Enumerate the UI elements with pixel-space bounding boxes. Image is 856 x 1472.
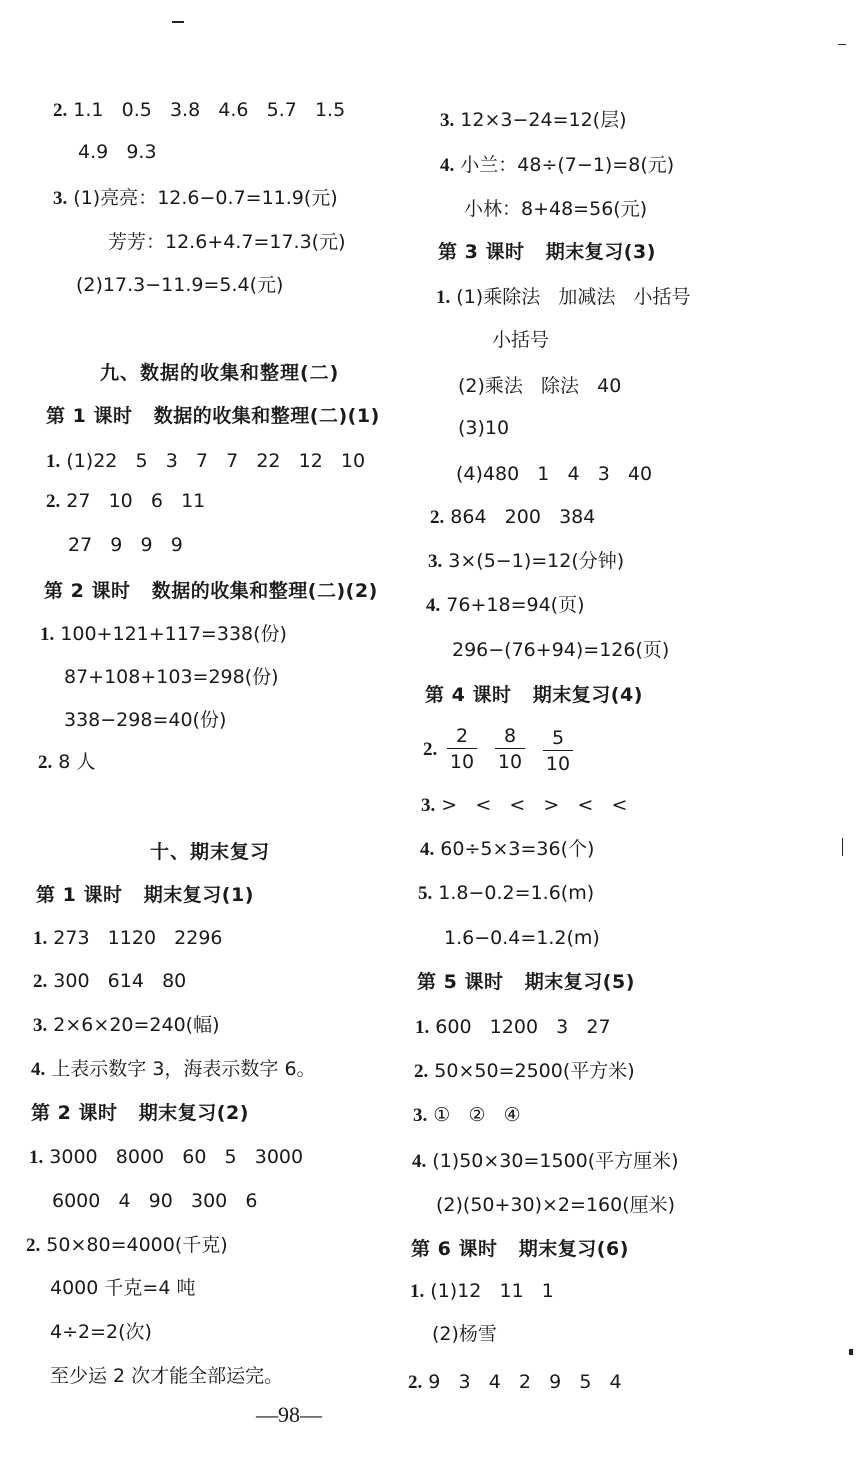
answer-line: 87+108+103=298(份) [64,666,279,688]
answer-line: 2. 1.1 0.5 3.8 4.6 5.7 1.5 [53,99,346,121]
answer-line: 至少运 2 次才能全部运完。 [50,1365,284,1387]
answer-line: 2. 864 200 384 [430,506,596,528]
answer-line: 3. > < < > < < [421,794,628,816]
answer-line: 3. (1)亮亮：12.6−0.7=11.9(元) [53,187,338,209]
answer-line: 小括号 [492,329,550,351]
answer-line: 5. 1.8−0.2=1.6(m) [418,882,595,904]
answer-line: 1.6−0.4=1.2(m) [444,927,600,949]
answer-line: 4000 千克=4 吨 [50,1277,196,1299]
lesson-heading: 第 3 课时 期末复习(3) [438,241,656,263]
answer-line: 296−(76+94)=126(页) [452,639,670,661]
answer-line: 2. 300 614 80 [33,970,187,992]
answer-line: (3)10 [458,417,510,439]
lesson-heading: 第 5 课时 期末复习(5) [417,971,635,993]
lesson-heading: 第 1 课时 期末复习(1) [36,884,254,906]
answer-line: 4. 76+18=94(页) [426,594,585,616]
answer-line: (2)(50+30)×2=160(厘米) [436,1194,676,1216]
fraction: $\frac{2}{10}$ [447,724,477,773]
answer-line: 1. (1)乘除法 加减法 小括号 [436,286,691,308]
scan-mark [172,21,184,23]
answer-line: 4. (1)50×30=1500(平方厘米) [412,1150,679,1172]
answer-line: 4÷2=2(次) [50,1321,152,1343]
answer-line: 1. 100+121+117=338(份) [40,623,287,645]
answer-line: 1. 273 1120 2296 [33,927,223,949]
lesson-heading: 第 6 课时 期末复习(6) [411,1238,629,1260]
answer-line: 1. (1)12 11 1 [410,1280,554,1302]
answer-line: 3. 12×3−24=12(层) [440,109,627,131]
chapter-title: 九、数据的收集和整理(二) [100,362,340,384]
scan-mark [842,838,843,856]
page-number: —98— [256,1402,322,1427]
answer-line: 1. (1)22 5 3 7 7 22 12 10 [46,450,366,472]
answer-line: 2. 27 10 6 11 [46,490,206,512]
lesson-heading: 第 1 课时 数据的收集和整理(二)(1) [46,405,380,427]
answer-line: 6000 4 90 300 6 [52,1190,258,1212]
answer-line: (4)480 1 4 3 40 [456,463,653,485]
scan-mark [838,44,846,45]
answer-line: 27 9 9 9 [68,534,183,556]
lesson-heading: 第 4 课时 期末复习(4) [425,684,643,706]
answer-line: (2)杨雪 [432,1323,497,1345]
answer-line: 2. 8 人 [38,751,96,773]
scan-mark [849,1349,853,1355]
answer-line: 2. 50×50=2500(平方米) [414,1060,635,1082]
answer-line: 1. 600 1200 3 27 [415,1016,611,1038]
chapter-title: 十、期末复习 [150,841,271,863]
answer-line: 4. 60÷5×3=36(个) [420,838,595,860]
lesson-heading: 第 2 课时 期末复习(2) [31,1102,249,1124]
answer-line: 2. [423,739,438,760]
answer-line: (2)17.3−11.9=5.4(元) [76,274,284,296]
answer-line: 芳芳：12.6+4.7=17.3(元) [108,231,346,253]
answer-line: 4.9 9.3 [78,141,157,163]
fraction: $\frac{5}{10}$ [543,726,573,775]
answer-line: 2. 50×80=4000(千克) [26,1234,228,1256]
answer-line: 4. 上表示数字 3，海表示数字 6。 [31,1058,316,1080]
answer-line: 3. 2×6×20=240(幅) [33,1014,220,1036]
answer-line: (2)乘法 除法 40 [458,375,622,397]
answer-line: 3. ① ② ④ [413,1104,521,1126]
answer-line: 338−298=40(份) [64,709,227,731]
answer-line: 1. 3000 8000 60 5 3000 [29,1146,304,1168]
answer-line: 3. 3×(5−1)=12(分钟) [428,550,625,572]
answer-line: 2. 9 3 4 2 9 5 4 [408,1371,622,1393]
fraction: $\frac{8}{10}$ [495,724,525,773]
answer-line: 4. 小兰：48÷(7−1)=8(元) [440,154,675,176]
lesson-heading: 第 2 课时 数据的收集和整理(二)(2) [44,580,378,602]
answer-line: 小林：8+48=56(元) [464,198,648,220]
